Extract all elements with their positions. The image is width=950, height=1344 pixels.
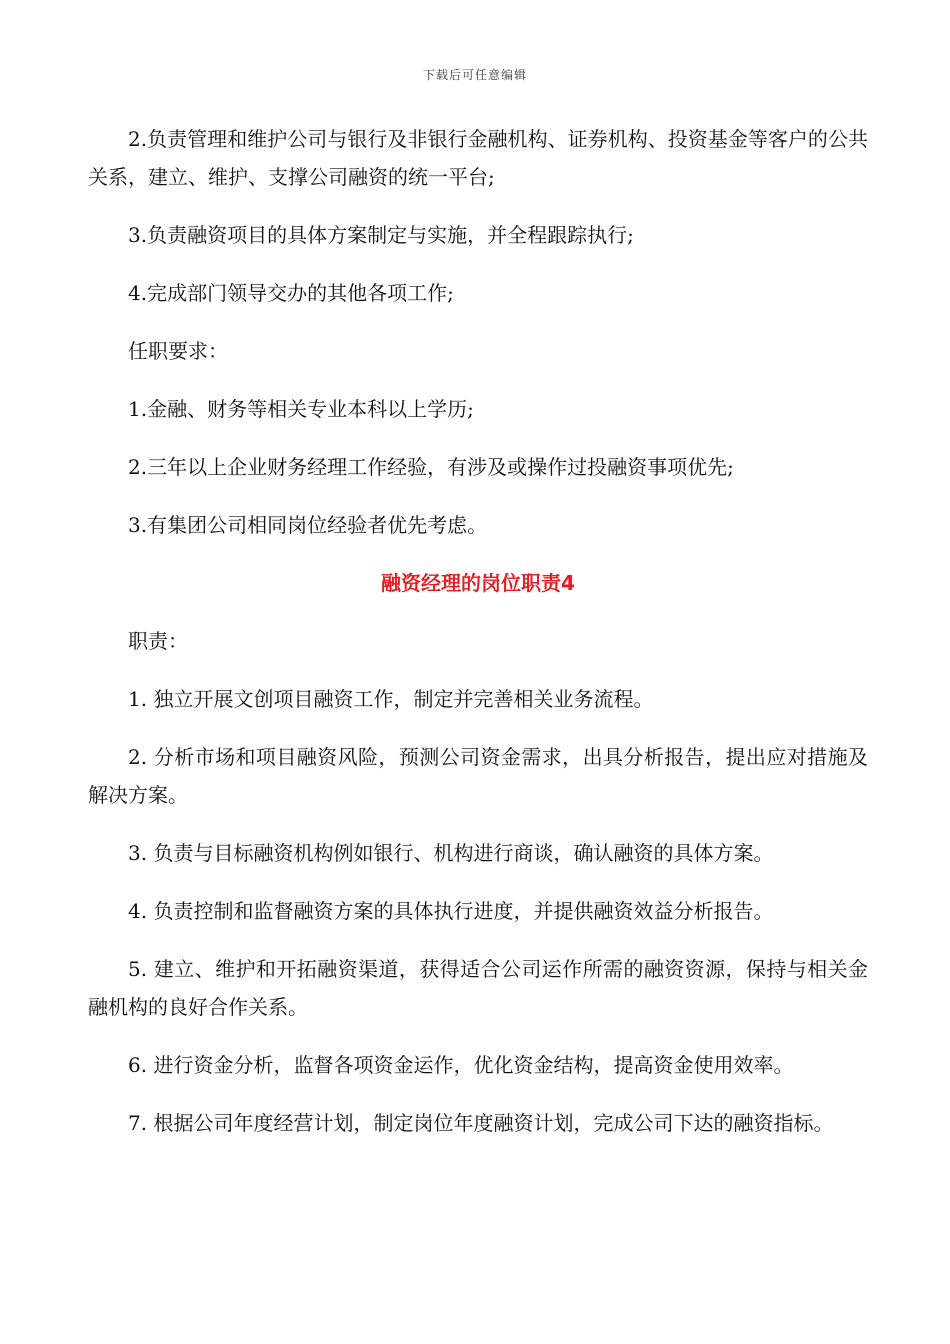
header-note: 下载后可任意编辑 <box>422 68 527 82</box>
paragraph: 3.负责融资项目的具体方案制定与实施，并全程跟踪执行; <box>128 223 634 247</box>
paragraph: 4. 负责控制和监督融资方案的具体执行进度，并提供融资效益分析报告。 <box>128 899 774 923</box>
paragraph: 1.金融、财务等相关专业本科以上学历; <box>128 397 474 421</box>
requirements-heading: 任职要求： <box>128 339 228 363</box>
paragraph: 3.有集团公司相同岗位经验者优先考虑。 <box>128 513 488 537</box>
document-body <box>88 120 868 1162</box>
paragraph: 2.负责管理和维护公司与银行及非银行金融机构、证券机构、投资基金等客户的公共关系，建立、维护、支撑公司融资的统一平台; <box>88 127 868 189</box>
paragraph: 2. 分析市场和项目融资风险，预测公司资金需求，出具分析报告，提出应对措施及解决方案。 <box>88 745 868 807</box>
paragraph: 2.三年以上企业财务经理工作经验，有涉及或操作过投融资事项优先; <box>128 455 734 479</box>
duties-heading: 职责： <box>128 629 188 653</box>
paragraph: 6. 进行资金分析，监督各项资金运作，优化资金结构，提高资金使用效率。 <box>128 1053 794 1077</box>
paragraph: 1. 独立开展文创项目融资工作，制定并完善相关业务流程。 <box>128 687 654 711</box>
paragraph: 7. 根据公司年度经营计划，制定岗位年度融资计划，完成公司下达的融资指标。 <box>128 1111 834 1135</box>
paragraph: 5. 建立、维护和开拓融资渠道，获得适合公司运作所需的融资资源，保持与相关金融机构的良好合作关系。 <box>88 957 868 1019</box>
section-title: 融资经理的岗位职责4 <box>381 571 575 595</box>
paragraph: 4.完成部门领导交办的其他各项工作; <box>128 281 454 305</box>
paragraph: 3. 负责与目标融资机构例如银行、机构进行商谈，确认融资的具体方案。 <box>128 841 774 865</box>
